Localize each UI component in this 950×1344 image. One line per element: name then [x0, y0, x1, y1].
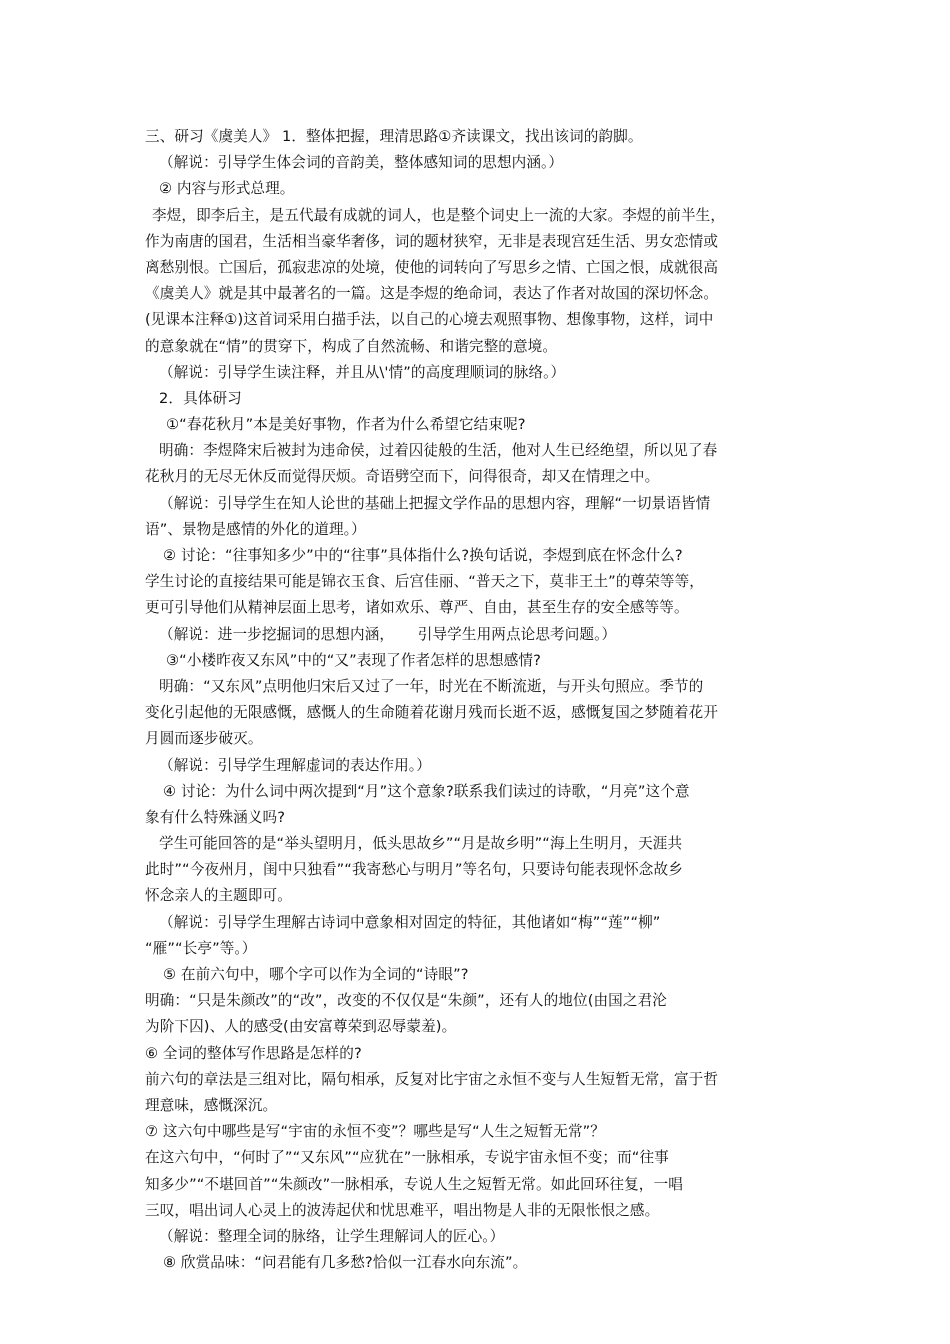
note-line: （解说：引导学生读注释，并且从\'情”的高度理顺词的脉络。） [159, 363, 566, 381]
paragraph-line: 知多少”“不堪回首”“朱颜改”一脉相承，专说人生之短暂无常。如此回环往复，一唱 [145, 1175, 683, 1193]
paragraph-line: 三叹，唱出词人心灵上的波涛起伏和忧思难平，唱出物是人非的无限怅恨之感。 [145, 1201, 660, 1219]
note-line: （解说：整理全词的脉络，让学生理解词人的匠心。） [159, 1227, 505, 1245]
question-line: 象有什么特殊涵义吗? [145, 808, 286, 826]
paragraph-line: 理意味，感慨深沉。 [145, 1096, 278, 1114]
question-line: ①“春花秋月”本是美好事物，作者为什么希望它结束呢? [166, 416, 526, 434]
paragraph-line: 月圆而逐步破灭。 [145, 730, 263, 748]
subheading-line: ② 内容与形式总理。 [159, 180, 295, 198]
paragraph-line: 为阶下囚)、人的感受(由安富尊荣到忍辱蒙羞)。 [145, 1018, 457, 1036]
question-line: ⑤ 在前六句中，哪个字可以作为全词的“诗眼”? [163, 966, 469, 983]
paragraph-line: 明确：李煜降宋后被封为违命侯，过着囚徒般的生活，他对人生已经绝望，所以见了春 [159, 442, 718, 460]
question-line: ⑦ 这六句中哪些是写“宇宙的永恒不变”？哪些是写“人生之短暂无常”？ [145, 1123, 605, 1141]
note-line: 语”、景物是感情的外化的道理。） [145, 520, 366, 538]
question-line: ⑥ 全词的整体写作思路是怎样的? [145, 1044, 362, 1062]
paragraph-line: 变化引起他的无限感慨，感慨人的生命随着花谢月残而长逝不返，感慨复国之梦随着花开 [145, 704, 719, 722]
paragraph-line: 学生讨论的直接结果可能是锦衣玉食、后宫佳丽、“普天之下，莫非王土”的尊荣等等， [145, 573, 704, 591]
paragraph-line: 花秋月的无尽无休反而觉得厌烦。奇语劈空而下，问得很奇，却又在情理之中。 [145, 468, 660, 486]
document-body [145, 124, 810, 1276]
note-line: （解说：引导学生体会词的音韵美，整体感知词的思想内涵。） [159, 154, 564, 172]
paragraph-line: 学生可能回答的是“举头望明月，低头思故乡”“月是故乡明”“海上生明月，天涯共 [159, 835, 683, 853]
paragraph-line: 的意象就在“情”的贯穿下，构成了自然流畅、和谐完整的意境。 [145, 337, 558, 355]
question-line: ③“小楼昨夜又东风”中的“又”表现了作者怎样的思想感情? [166, 651, 541, 669]
paragraph-line: 李煜，即李后主，是五代最有成就的词人，也是整个词史上一流的大家。李煜的前半生， [152, 206, 726, 224]
paragraph-line: 怀念亲人的主题即可。 [145, 887, 292, 905]
paragraph-line: (见课本注释①)这首词采用白描手法，以自己的心境去观照事物、想像事物，这样，词中 [145, 311, 714, 329]
paragraph-line: 明确：“只是朱颜改”的“改”，改变的不仅仅是“朱颜”，还有人的地位(由国之君沦 [145, 992, 667, 1010]
question-line: ④ 讨论：为什么词中两次提到“月”这个意象?联系我们读过的诗歌，“月亮”这个意 [163, 782, 690, 800]
question-line: ② 讨论：“往事知多少”中的“往事”具体指什么?换句话说，李煜到底在怀念什么? [163, 547, 683, 564]
paragraph-line: 明确：“又东风”点明他归宋后又过了一年，时光在不断流逝，与开头句照应。季节的 [159, 677, 704, 695]
paragraph-line: 更可引导他们从精神层面上思考，诸如欢乐、尊严、自由，甚至生存的安全感等等。 [145, 599, 689, 617]
paragraph-line: 在这六句中，“何时了”“又东风”“应犹在”一脉相承，专说宇宙永恒不变；而“往事 [145, 1149, 669, 1167]
note-line: （解说：引导学生理解虚词的表达作用。） [159, 756, 431, 774]
note-line: （解说：引导学生在知人论世的基础上把握文学作品的思想内容，理解“一切景语皆情 [159, 494, 711, 512]
note-line: “雁”“长亭”等。） [145, 939, 257, 957]
paragraph-line: 此时”“今夜州月，闺中只独看”“我寄愁心与明月”等名句，只要诗句能表现怀念故乡 [145, 861, 683, 879]
paragraph-line: 前六句的章法是三组对比，隔句相承，反复对比宇宙之永恒不变与人生短暂无常，富于哲 [145, 1070, 719, 1088]
section-heading: 三、研习《虞美人》 1．整体把握，理清思路①齐读课文，找出该词的韵脚。 [145, 128, 643, 145]
paragraph-line: 作为南唐的国君，生活相当豪华奢侈，词的题材狭窄，无非是表现宫廷生活、男女恋情或 [145, 232, 719, 250]
paragraph-line: 《虞美人》就是其中最著名的一篇。这是李煜的绝命词，表达了作者对故国的深切怀念。 [145, 285, 719, 303]
question-line: ⑧ 欣赏品味：“问君能有几多愁?恰似一江春水向东流”。 [163, 1254, 528, 1272]
subheading-line: 2．具体研习 [159, 389, 242, 407]
paragraph-line: 离愁别恨。亡国后，孤寂悲凉的处境，使他的词转向了写思乡之情、亡国之恨，成就很高 [145, 258, 719, 276]
note-line: （解说：进一步挖掘词的思想内涵， 引导学生用两点论思考问题。） [159, 625, 617, 643]
note-line: （解说：引导学生理解古诗词中意象相对固定的特征，其他诸如“梅”“莲”“柳” [159, 913, 661, 931]
